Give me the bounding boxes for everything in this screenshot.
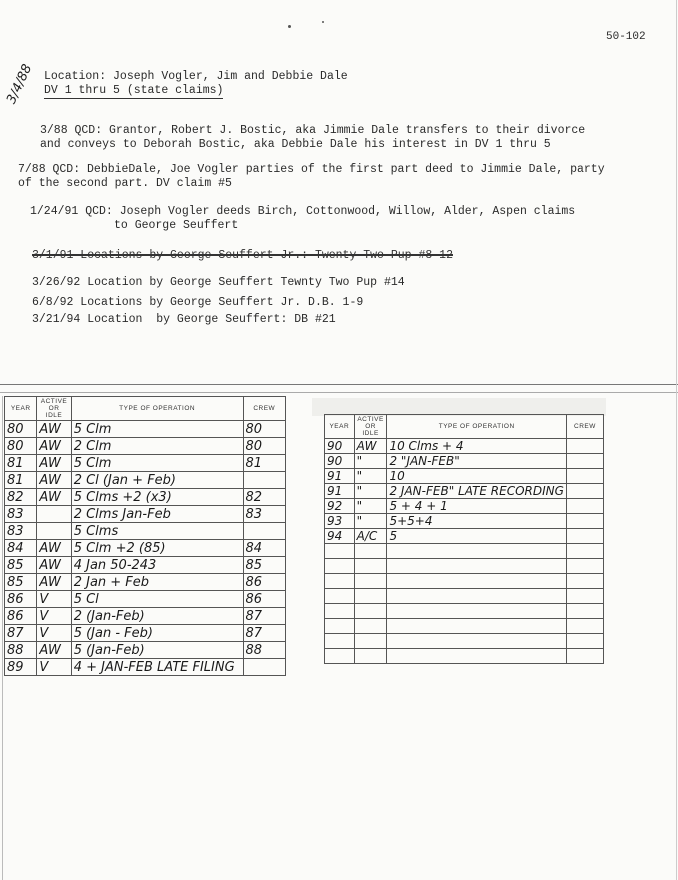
cell-crew: 80: [243, 421, 285, 438]
table-row: [325, 529, 604, 544]
cell-crew: 81: [243, 455, 285, 472]
cell-active: AW: [37, 438, 71, 455]
empty-cell: [325, 559, 355, 574]
empty-row: [325, 619, 604, 634]
later-entry-1: 3/26/92 Location by George Seuffert Tewnty Two Pup #14: [32, 276, 405, 289]
cell-crew: [566, 529, 603, 544]
cell-type: 5 Clms +2 (x3): [71, 489, 243, 506]
empty-cell: [325, 619, 355, 634]
cell-crew: [566, 439, 603, 454]
right-log-rows: [325, 439, 604, 664]
empty-row: [325, 559, 604, 574]
table-row: [5, 642, 286, 659]
empty-row: [325, 544, 604, 559]
right-header-type: TYPE OF OPERATION: [387, 415, 566, 439]
cell-year: 90: [325, 454, 355, 469]
cell-crew: 86: [243, 574, 285, 591]
left-log-card: [4, 396, 286, 676]
table-row: [5, 591, 286, 608]
page-number: 50-102: [606, 31, 646, 43]
empty-cell: [354, 544, 387, 559]
left-header-crew: CREW: [243, 397, 285, 421]
table-row: [5, 523, 286, 540]
table-row: [5, 608, 286, 625]
cell-year: 91: [325, 484, 355, 499]
cell-crew: 80: [243, 438, 285, 455]
cell-crew: 84: [243, 540, 285, 557]
empty-row: [325, 574, 604, 589]
cell-year: 83: [5, 523, 37, 540]
location-sub: DV 1 thru 5 (state claims): [44, 84, 224, 97]
cell-type: 5 Clm +2 (85): [71, 540, 243, 557]
cell-crew: 88: [243, 642, 285, 659]
empty-cell: [354, 604, 387, 619]
table-row: [5, 557, 286, 574]
cell-type: 5+5+4: [387, 514, 566, 529]
empty-cell: [354, 574, 387, 589]
cell-crew: [566, 469, 603, 484]
empty-cell: [325, 634, 355, 649]
right-header-crew: CREW: [566, 415, 603, 439]
empty-cell: [566, 604, 603, 619]
empty-row: [325, 604, 604, 619]
cell-year: 89: [5, 659, 37, 676]
scan-dot: [322, 21, 324, 23]
cell-type: 5 (Jan - Feb): [71, 625, 243, 642]
cell-active: AW: [354, 439, 387, 454]
page-edge-right: [676, 0, 677, 880]
empty-cell: [325, 544, 355, 559]
cell-type: 2 JAN-FEB" LATE RECORDING: [387, 484, 566, 499]
cell-year: 90: [325, 439, 355, 454]
cell-crew: [243, 659, 285, 676]
empty-row: [325, 589, 604, 604]
scan-dot: [288, 25, 291, 28]
right-log-card: [324, 414, 604, 664]
cell-year: 85: [5, 557, 37, 574]
empty-cell: [387, 544, 566, 559]
cell-active: AW: [37, 642, 71, 659]
cell-year: 81: [5, 455, 37, 472]
cell-type: 5 (Jan-Feb): [71, 642, 243, 659]
left-log-rows: [5, 421, 286, 676]
empty-cell: [387, 634, 566, 649]
empty-row: [325, 634, 604, 649]
empty-cell: [325, 604, 355, 619]
empty-cell: [566, 649, 603, 664]
cell-active: AW: [37, 455, 71, 472]
entry-1-line-2: and conveys to Deborah Bostic, aka Debbie Dale his interest in DV 1 thru 5: [40, 138, 551, 151]
empty-cell: [354, 589, 387, 604]
entry-2-line-2: of the second part. DV claim #5: [18, 177, 232, 190]
left-header-year: YEAR: [5, 397, 37, 421]
empty-cell: [325, 589, 355, 604]
cell-type: 2 Jan + Feb: [71, 574, 243, 591]
cell-type: 2 Clm: [71, 438, 243, 455]
right-header-active: ACTIVE OR IDLE: [354, 415, 387, 439]
entry-3-line-2: to George Seuffert: [114, 219, 239, 232]
empty-cell: [387, 574, 566, 589]
cell-year: 80: [5, 438, 37, 455]
left-header-type: TYPE OF OPERATION: [71, 397, 243, 421]
cell-active: ": [354, 469, 387, 484]
cell-year: 92: [325, 499, 355, 514]
empty-cell: [354, 634, 387, 649]
entry-3-line-1: 1/24/91 QCD: Joseph Vogler deeds Birch, Cottonwood, Willow, Alder, Aspen claims: [30, 205, 576, 218]
cell-year: 93: [325, 514, 355, 529]
empty-cell: [566, 589, 603, 604]
cell-year: 94: [325, 529, 355, 544]
cell-crew: [566, 514, 603, 529]
cell-active: AW: [37, 574, 71, 591]
cell-active: V: [37, 591, 71, 608]
empty-cell: [566, 634, 603, 649]
cell-type: 10 Clms + 4: [387, 439, 566, 454]
empty-cell: [387, 619, 566, 634]
entry-2-line-1: 7/88 QCD: DebbieDale, Joe Vogler parties of the first part deed to Jimmie Dale, party: [18, 163, 605, 176]
table-row: [325, 499, 604, 514]
cell-active: AW: [37, 489, 71, 506]
cell-type: 2 Clms Jan-Feb: [71, 506, 243, 523]
empty-cell: [387, 559, 566, 574]
cell-year: 83: [5, 506, 37, 523]
cell-year: 81: [5, 472, 37, 489]
cell-active: V: [37, 659, 71, 676]
cell-year: 86: [5, 591, 37, 608]
cell-active: ": [354, 484, 387, 499]
table-row: [325, 439, 604, 454]
cell-crew: 85: [243, 557, 285, 574]
table-row: [325, 454, 604, 469]
left-header-active: ACTIVE OR IDLE: [37, 397, 71, 421]
cell-year: 86: [5, 608, 37, 625]
cell-crew: 82: [243, 489, 285, 506]
cell-active: AW: [37, 540, 71, 557]
empty-cell: [387, 589, 566, 604]
empty-cell: [325, 649, 355, 664]
cell-active: AW: [37, 421, 71, 438]
empty-cell: [354, 559, 387, 574]
cell-active: ": [354, 499, 387, 514]
cell-active: ": [354, 514, 387, 529]
table-row: [5, 421, 286, 438]
empty-cell: [354, 649, 387, 664]
later-entry-2: 6/8/92 Locations by George Seuffert Jr. D.B. 1-9: [32, 296, 364, 309]
cell-type: 2 "JAN-FEB": [387, 454, 566, 469]
later-entry-3: 3/21/94 Location by George Seuffert: DB #21: [32, 313, 336, 326]
cell-active: A/C: [354, 529, 387, 544]
empty-cell: [566, 559, 603, 574]
margin-date: 3/4/88: [4, 62, 36, 107]
cell-crew: [566, 499, 603, 514]
cell-type: 5: [387, 529, 566, 544]
cell-type: 4 Jan 50-243: [71, 557, 243, 574]
cell-type: 5 Clm: [71, 421, 243, 438]
card-top-rule-2: [0, 392, 678, 393]
empty-cell: [325, 574, 355, 589]
empty-cell: [387, 604, 566, 619]
page-edge-left: [2, 396, 3, 880]
cell-crew: [243, 523, 285, 540]
table-row: [325, 514, 604, 529]
cell-type: 4 + JAN-FEB LATE FILING: [71, 659, 243, 676]
cell-active: V: [37, 608, 71, 625]
empty-cell: [566, 619, 603, 634]
empty-cell: [566, 544, 603, 559]
cell-crew: 83: [243, 506, 285, 523]
cell-crew: 86: [243, 591, 285, 608]
table-row: [5, 472, 286, 489]
cell-type: 2 (Jan-Feb): [71, 608, 243, 625]
table-row: [5, 506, 286, 523]
table-row: [5, 574, 286, 591]
cell-year: 80: [5, 421, 37, 438]
table-row: [5, 540, 286, 557]
cell-crew: [243, 472, 285, 489]
cell-crew: [566, 454, 603, 469]
cell-active: AW: [37, 557, 71, 574]
table-row: [325, 469, 604, 484]
cell-type: 10: [387, 469, 566, 484]
cell-crew: [566, 484, 603, 499]
empty-row: [325, 649, 604, 664]
right-header-year: YEAR: [325, 415, 355, 439]
cell-year: 82: [5, 489, 37, 506]
cell-type: 5 Clm: [71, 455, 243, 472]
table-row: [325, 484, 604, 499]
cell-year: 88: [5, 642, 37, 659]
table-row: [5, 489, 286, 506]
empty-cell: [354, 619, 387, 634]
cell-year: 84: [5, 540, 37, 557]
card-top-rule: [0, 384, 678, 385]
cell-active: [37, 523, 71, 540]
table-row: [5, 659, 286, 676]
empty-cell: [387, 649, 566, 664]
table-row: [5, 438, 286, 455]
empty-cell: [566, 574, 603, 589]
cell-type: 5 Clms: [71, 523, 243, 540]
cell-active: AW: [37, 472, 71, 489]
cell-type: 5 Cl: [71, 591, 243, 608]
struck-entry: 3/1/91 Locations by George Seuffert Jr.: Twenty Two Pup #8-12: [32, 249, 453, 262]
table-row: [5, 625, 286, 642]
cell-year: 91: [325, 469, 355, 484]
cell-type: 5 + 4 + 1: [387, 499, 566, 514]
cell-active: [37, 506, 71, 523]
cell-crew: 87: [243, 608, 285, 625]
table-row: [5, 455, 286, 472]
cell-type: 2 Cl (Jan + Feb): [71, 472, 243, 489]
cell-year: 87: [5, 625, 37, 642]
cell-active: ": [354, 454, 387, 469]
cell-year: 85: [5, 574, 37, 591]
location-line: Location: Joseph Vogler, Jim and Debbie Dale: [44, 70, 348, 83]
cell-active: V: [37, 625, 71, 642]
entry-1-line-1: 3/88 QCD: Grantor, Robert J. Bostic, aka Jimmie Dale transfers to their divorce: [40, 124, 586, 137]
cell-crew: 87: [243, 625, 285, 642]
